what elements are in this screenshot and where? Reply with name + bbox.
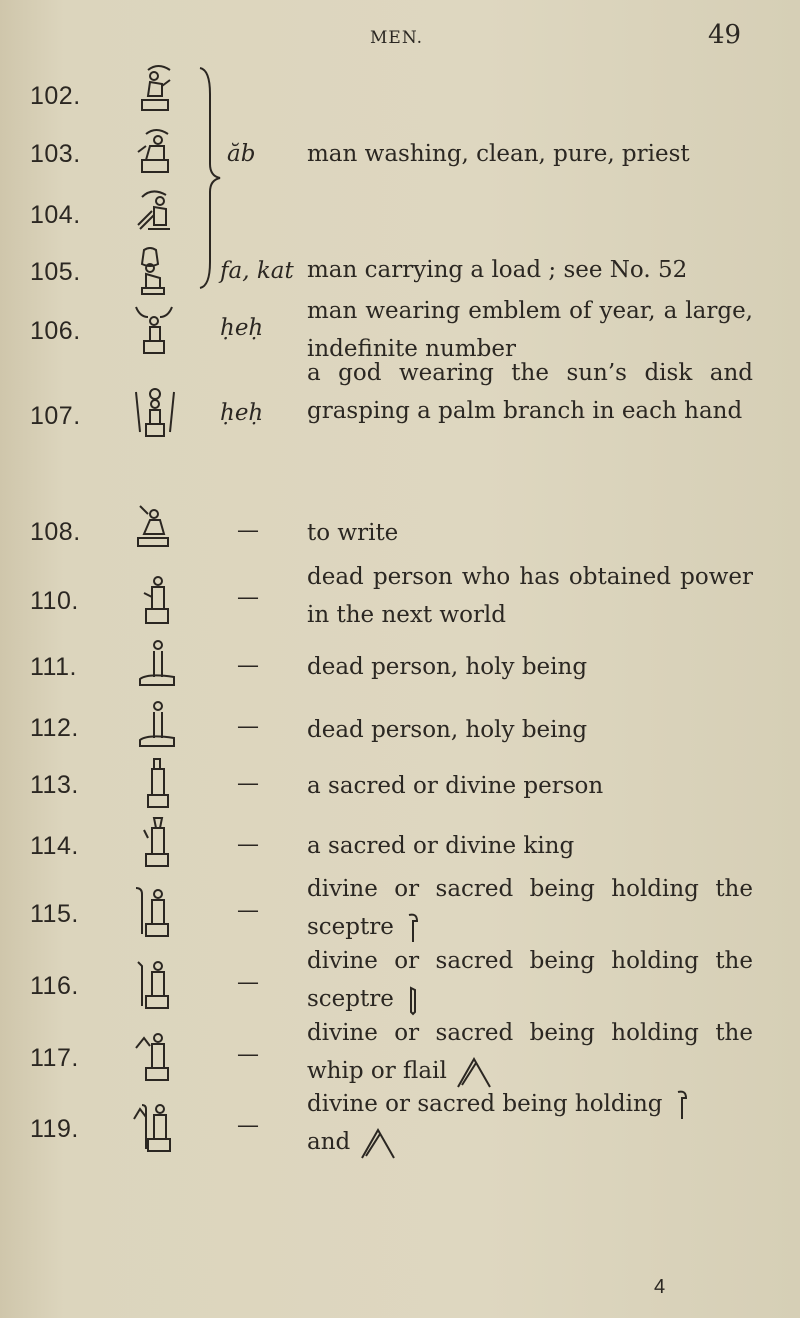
entry-number: 106. xyxy=(30,317,81,345)
page-header xyxy=(0,12,800,52)
entry-meaning xyxy=(307,942,753,1018)
seated-divine-king-glyph xyxy=(128,816,188,870)
man-carrying-load-glyph xyxy=(128,244,188,298)
entry-meaning: dead person who has obtained power in the next world xyxy=(307,564,753,628)
entry-number: 116. xyxy=(30,972,79,1000)
entry-dash: — xyxy=(237,714,259,739)
was-sceptre-icon xyxy=(670,1089,694,1121)
being-with-sceptre-and-flail-glyph xyxy=(128,1101,188,1155)
being-with-sceptre-glyph xyxy=(128,958,188,1012)
group-translit: ăb xyxy=(227,141,256,167)
entry-number: 113. xyxy=(30,771,79,799)
mummy-on-seat-glyph xyxy=(128,637,188,691)
entry-number: 112. xyxy=(30,714,79,742)
was-sceptre-icon xyxy=(401,912,425,944)
mummy-on-seat-glyph xyxy=(128,698,188,752)
papyrus-sceptre-icon xyxy=(401,984,425,1016)
entry-translit: ḥeḥ xyxy=(220,400,264,426)
entry-number: 105. xyxy=(30,258,81,286)
entry-number: 115. xyxy=(30,900,79,928)
page-number: 49 xyxy=(708,20,742,50)
entry-meaning xyxy=(307,1085,753,1161)
entry-meaning: a god wearing the sun’s disk and grasping a palm branch in each hand xyxy=(307,360,753,424)
entry-meaning: a sacred or divine king xyxy=(307,833,575,859)
entry-dash: — xyxy=(237,1042,259,1067)
entry-meaning: dead person, holy being xyxy=(307,654,588,680)
signature-mark: 4 xyxy=(654,1276,666,1298)
entry-number: 119. xyxy=(30,1115,79,1143)
entry-number: 103. xyxy=(30,140,81,168)
entry-meaning: man carrying a load ; see No. 52 xyxy=(307,257,688,283)
entry-dash: — xyxy=(237,970,259,995)
entry-dash: — xyxy=(237,653,259,678)
entry-number: 108. xyxy=(30,518,81,546)
entry-meaning-text: divine or sacred being holding the sceptre xyxy=(307,948,753,1012)
entry-dash: — xyxy=(237,771,259,796)
entry-meaning-text: divine or sacred being holding xyxy=(307,1091,663,1117)
entry-number: 104. xyxy=(30,201,81,229)
running-head: MEN. xyxy=(370,28,424,48)
group-meaning: man washing, clean, pure, priest xyxy=(307,141,690,167)
entry-number: 110. xyxy=(30,587,79,615)
entry-number: 117. xyxy=(30,1044,79,1072)
entry-meaning-text: and xyxy=(307,1129,351,1155)
seated-man-washing-glyph xyxy=(128,122,188,176)
entry-meaning xyxy=(307,1014,753,1090)
being-with-sceptre-glyph xyxy=(128,886,188,940)
entry-dash: — xyxy=(237,518,259,543)
entry-number: 114. xyxy=(30,832,79,860)
entry-meaning: a sacred or divine person xyxy=(307,773,604,799)
entry-meaning: dead person, holy being xyxy=(307,717,588,743)
seated-divine-person-glyph xyxy=(128,757,188,811)
flail-icon xyxy=(454,1055,494,1089)
god-with-palm-branches-glyph xyxy=(128,386,188,440)
entry-meaning-text: divine or sacred being holding the whip or flail xyxy=(307,1020,753,1084)
entry-meaning: man wearing emblem of year, a large, indefinite number xyxy=(307,298,753,362)
entry-dash: — xyxy=(237,1113,259,1138)
entry-dash: — xyxy=(237,832,259,857)
entry-meaning-text: divine or sacred being holding the sceptre xyxy=(307,876,753,940)
entry-dash: — xyxy=(237,585,259,610)
seated-man-washing-glyph xyxy=(128,60,188,114)
entry-translit: fa, kat xyxy=(220,258,294,284)
being-with-flail-glyph xyxy=(128,1030,188,1084)
entry-number: 111. xyxy=(30,653,77,681)
entry-translit: ḥeḥ xyxy=(220,315,264,341)
entry-meaning: to write xyxy=(307,520,399,546)
kneeling-man-washing-glyph xyxy=(128,181,188,235)
scribe-glyph xyxy=(128,498,188,552)
flail-icon xyxy=(358,1126,398,1160)
entry-number: 102. xyxy=(30,82,81,110)
entry-dash: — xyxy=(237,898,259,923)
entry-number: 107. xyxy=(30,402,81,430)
seated-dead-person-glyph xyxy=(128,573,188,627)
entry-meaning xyxy=(307,870,753,946)
man-with-year-emblem-glyph xyxy=(128,303,188,357)
